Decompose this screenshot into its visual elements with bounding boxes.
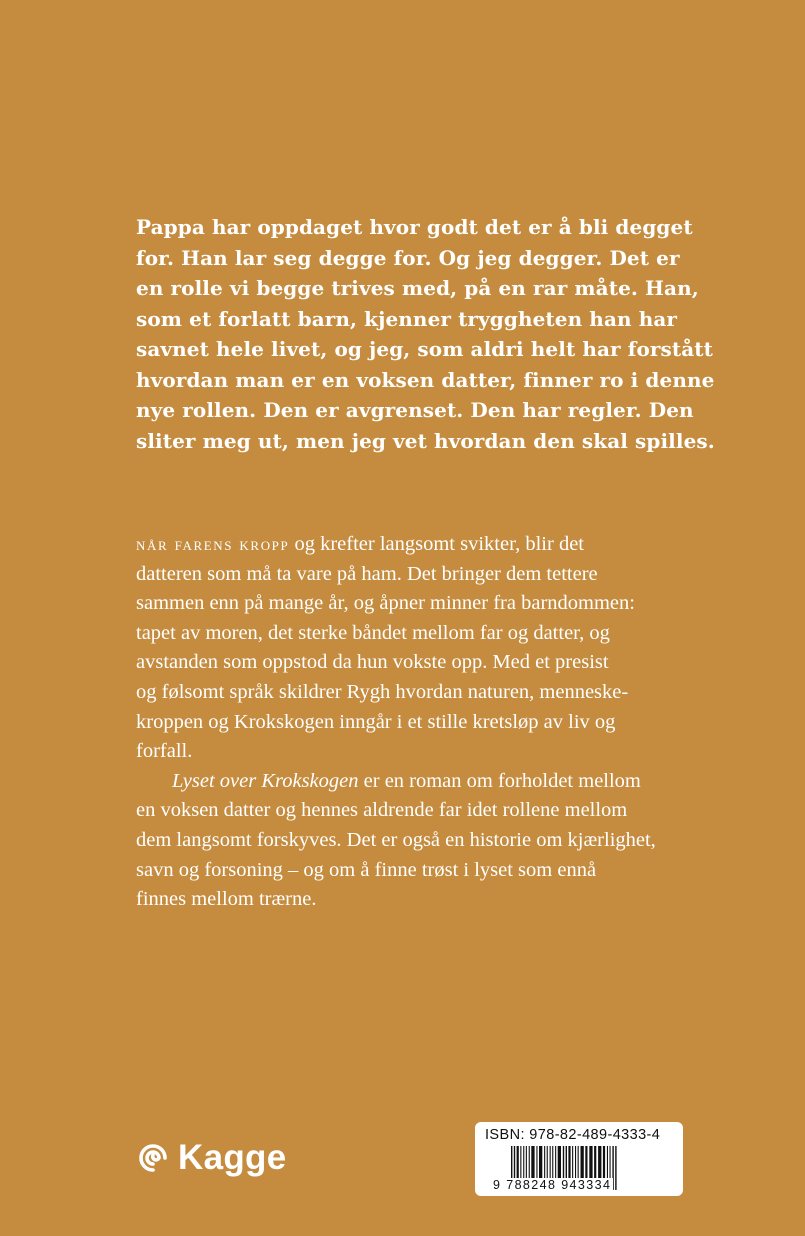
quote-line: savnet hele livet, og jeg, som aldri helt har forstått [136,337,713,361]
blurb-line: avstanden som oppstod da hun vokste opp. Med et presist [136,651,609,674]
blurb-line: sammen enn på mange år, og åpner minner fra barndommen: [136,592,635,615]
blurb-first-line [136,530,696,560]
blurb-line: datteren som må ta vare på ham. Det bringer dem tettere [136,562,598,585]
quote-line: Pappa har oppdaget hvor godt det er å bli degget [136,215,693,239]
blurb-paragraph-2-first-line [136,767,696,797]
blurb-line: forfall. [136,740,193,763]
publisher-name: Kagge [178,1138,287,1177]
blurb-line: savn og forsoning – og om å finne trøst i lyset som ennå [136,858,597,881]
blurb-line: og følsomt språk skildrer Rygh hvordan naturen, menneske- [136,680,629,703]
back-cover-quote [136,212,715,456]
book-title: Lyset over Krokskogen [172,769,359,792]
blurb-line: finnes mellom trærne. [136,888,317,911]
blurb-line: en voksen datter og hennes aldrende far idet rollene mellom [136,799,628,822]
blurb-p2-first-rest: er en roman om forholdet mellom [358,769,641,792]
quote-line: nye rollen. Den er avgrenset. Den har regler. Den [136,398,694,422]
quote-line: hvordan man er en voksen datter, finner ro i denne [136,367,715,392]
blurb-lead-in: når farens kropp [136,534,290,555]
isbn-label: ISBN: 978-82-489-4333-4 [485,1127,661,1143]
publisher-logo [138,1140,286,1175]
quote-line: for. Han lar seg degge for. Og jeg degger. Det er [136,245,680,270]
blurb-first-line-rest: og krefter langsomt svikter, blir det [289,533,584,555]
back-cover-blurb [136,530,696,915]
quote-line: som et forlatt barn, kjenner tryggheten han har [136,306,678,331]
blurb-line: dem langsomt forskyves. Det er også en historie om kjærlighet, [136,828,656,851]
quote-line: sliter meg ut, men jeg vet hvordan den skal spilles. [136,428,715,453]
quote-line: en rolle vi begge trives med, på en rar måte. Han, [136,276,699,300]
barcode-digits: 9 788248 943334 [493,1178,612,1192]
blurb-line: kroppen og Krokskogen inngår i et stille kretsløp av liv og [136,710,616,733]
isbn-barcode [475,1122,683,1196]
blurb-line: tapet av moren, det sterke båndet mellom far og datter, og [136,621,610,644]
spiral-logo-icon [138,1143,168,1173]
